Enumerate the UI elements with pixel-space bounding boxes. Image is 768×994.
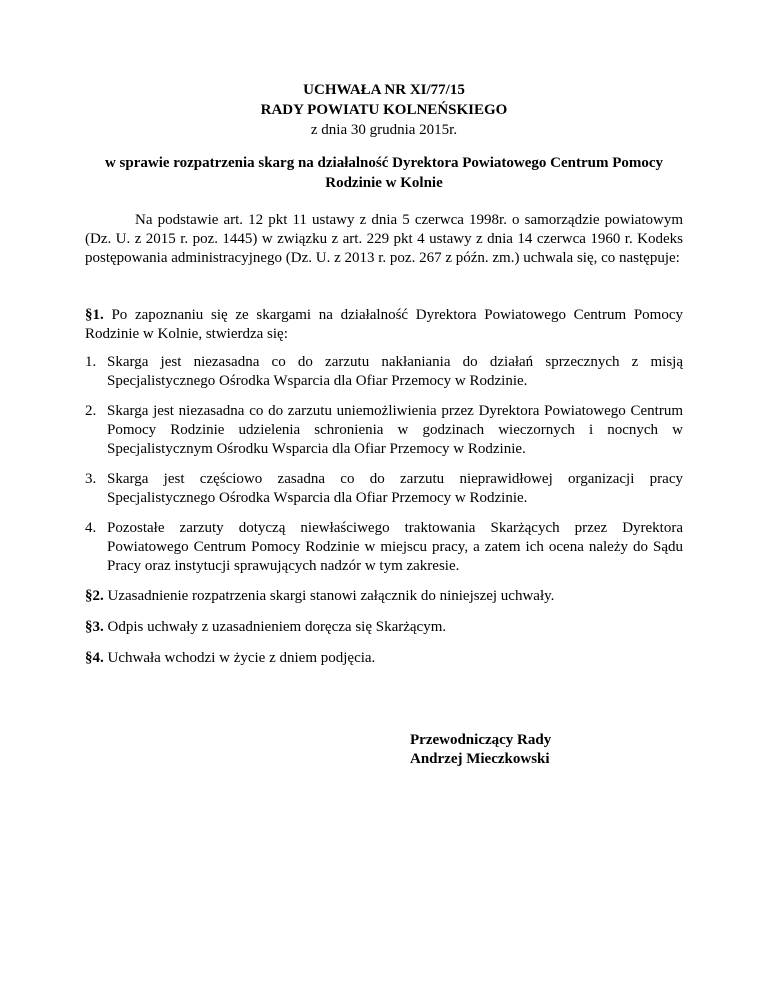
section-1-label: §1. <box>85 307 104 323</box>
legal-basis-paragraph: Na podstawie art. 12 pkt 11 ustawy z dnia 5 czerwca 1998r. o samorządzie powiatowym (Dz. U. z 2015 r. poz. 1445) w związku z art. 229 pkt 4 ustawy z dnia 14 czerwca 1960 r. Kodeks postępowania administracyjnego (Dz. U. z 2013 r. poz. 267 z późn. zm.) uchwala się, co następuje: <box>85 212 683 266</box>
list-item <box>85 402 683 459</box>
resolution-issuer: RADY POWIATU KOLNEŃSKIEGO <box>260 102 508 118</box>
list-item-text: Skarga jest niezasadna co do zarzutu uniemożliwienia przez Dyrektora Powiatowego Centrum Pomocy Rodzinie udzielenia schronienia w godzinach wieczornych i nocnych w Specjalistycznym Ośrodku Wsparcia dla Ofiar Przemocy w Rodzinie. <box>107 403 683 457</box>
resolution-title: UCHWAŁA NR XI/77/15 <box>303 82 465 98</box>
list-item-number: 1. <box>85 354 97 370</box>
signature-name: Andrzej Mieczkowski <box>410 751 550 767</box>
resolution-date: z dnia 30 grudnia 2015r. <box>310 122 458 138</box>
section-1 <box>85 306 683 344</box>
signature-block <box>410 731 551 769</box>
section-3-label: §3. <box>85 619 104 635</box>
section-2-text: Uzasadnienie rozpatrzenia skargi stanowi załącznik do niniejszej uchwały. <box>107 588 555 604</box>
list-item-number: 3. <box>85 471 97 487</box>
findings-list <box>85 353 683 587</box>
list-item-text: Skarga jest niezasadna co do zarzutu nakłaniania do działań sprzecznych z misją Specjalistycznego Ośrodka Wsparcia dla Ofiar Przemocy w Rodzinie. <box>107 354 683 389</box>
section-4-label: §4. <box>85 650 104 666</box>
section-4 <box>85 649 683 668</box>
section-3 <box>85 618 683 637</box>
list-item <box>85 519 683 576</box>
list-item-text: Skarga jest częściowo zasadna co do zarzutu nieprawidłowej organizacji pracy Specjalistycznego Ośrodka Wsparcia dla Ofiar Przemocy w Rodzinie. <box>107 471 683 506</box>
signature-role: Przewodniczący Rady <box>410 732 552 748</box>
section-2 <box>85 587 683 606</box>
list-item <box>85 470 683 508</box>
section-1-text: Po zapoznaniu się ze skargami na działalność Dyrektora Powiatowego Centrum Pomocy Rodzinie w Kolnie, stwierdza się: <box>85 307 683 342</box>
section-2-label: §2. <box>85 588 104 604</box>
list-item-text: Pozostałe zarzuty dotyczą niewłaściwego traktowania Skarżących przez Dyrektora Powiatowego Centrum Pomocy Rodzinie w miejscu pracy, a zatem ich ocena należy do Sądu Pracy oraz instytucji sprawujących nadzór w tym zakresie. <box>107 520 683 574</box>
resolution-header <box>0 80 768 140</box>
list-item <box>85 353 683 391</box>
section-3-text: Odpis uchwały z uzasadnieniem doręcza się Skarżącym. <box>107 619 447 635</box>
list-item-number: 4. <box>85 520 97 536</box>
section-4-text: Uchwała wchodzi w życie z dniem podjęcia. <box>107 650 376 666</box>
list-item-number: 2. <box>85 403 97 419</box>
resolution-subject: w sprawie rozpatrzenia skarg na działalność Dyrektora Powiatowego Centrum Pomocy Rodzinie w Kolnie <box>104 155 664 191</box>
